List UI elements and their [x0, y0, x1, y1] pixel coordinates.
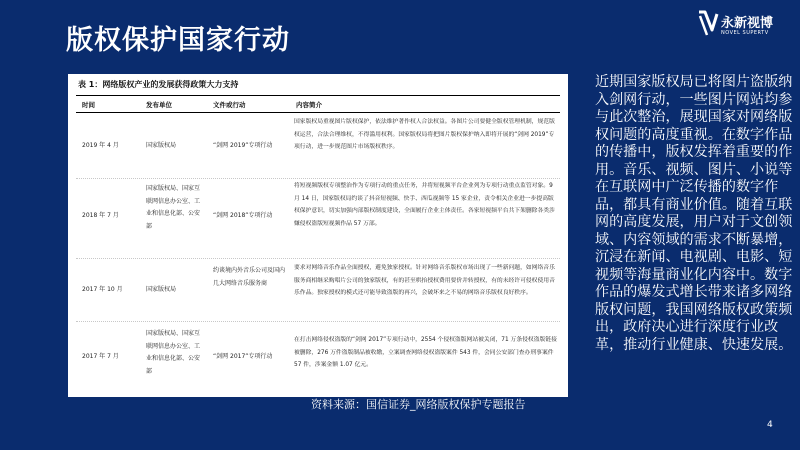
col-header-action: 文件或行动 — [213, 101, 246, 109]
col-header-time: 时间 — [82, 101, 95, 109]
row-action: 约谈境内外音乐公司及国内几大网络音乐服务商 — [213, 267, 286, 287]
table-row — [76, 262, 560, 322]
table-caption: 表 1：网络版权产业的发展获得政策大力支持 — [78, 80, 239, 89]
source-note: 资料来源：国信证券_网络版权保护专题报告 — [311, 398, 526, 411]
row-content: 在打击网络侵权盗版的“剑网 2017”专项行动中，2554 个侵权盗版网站被关闭，71 万条侵权盗版链接被删除，276 万件盗版制品被收缴，立案调查网络侵权盗版案件 543 件，会同公安部门查办刑事案件 57 件，涉案金额 1.07 亿元。 — [294, 337, 557, 368]
table-top-rule — [76, 95, 560, 96]
page-number: 4 — [767, 420, 773, 430]
row-dept: 国家版权局、国家互联网信息办公室、工业和信息化部、公安部 — [146, 185, 201, 230]
row-time: 2019 年 4 月 — [82, 142, 119, 149]
table-row — [76, 326, 560, 396]
row-dept: 国家版权局、国家互联网信息办公室、工业和信息化部、公安部 — [146, 330, 201, 375]
row-separator — [76, 178, 560, 179]
row-content: 要求对网络音乐作品全面授权，避免独家授权。针对网络音乐版权市场出现了一些新问题，如网络音乐服务商相继采购唱片公司的独家版权，有的甚至哄抬授权费用要价并转授权，有的未经许可侵权使用音乐作品。独家授权的模式还可能导致盗版的再兴，会破坏来之不易的网络音乐版权良好秩序。 — [294, 265, 555, 296]
row-time: 2017 年 7 月 — [82, 353, 119, 360]
logo-english-text: NOVEL SUPERTV — [721, 30, 769, 36]
table-header-rule — [76, 112, 560, 113]
row-action: “剑网 2018”专项行动 — [213, 212, 273, 219]
row-dept: 国家版权局 — [146, 286, 177, 293]
col-header-dept: 发布单位 — [146, 101, 172, 109]
table-row — [76, 180, 560, 260]
slide-title: 版权保护国家行动 — [66, 25, 290, 56]
logo-chinese-text: 永新视博 — [721, 16, 774, 31]
logo-mark-icon — [697, 8, 719, 38]
row-action: “剑网 2017”专项行动 — [213, 353, 273, 360]
table-row — [76, 116, 560, 178]
row-time: 2017 年 10 月 — [82, 286, 123, 293]
row-time: 2018 年 7 月 — [82, 212, 119, 219]
row-separator — [76, 321, 560, 322]
row-dept: 国家版权局 — [146, 142, 177, 149]
row-content: 将短视频版权专项整治作为专项行动的重点任务，并将短视频平台企业列为专项行动重点监管对象。9 月 14 日，国家版权局约谈了抖音短视频、快手、西瓜视频等 15 家企业，责令相关企业进一步提高版权保护意识，切实加强内部版权制度建设，全面履行企业主体责任。各家短视频平台共下架删除各类涉嫌侵权盗版短视频作品 57 万部。 — [294, 183, 555, 227]
summary-paragraph: 近期国家版权局已将图片盗版纳入剑网行动，一些图片网站均参与此次整治，展现国家对网络版权问题的高度重视。在数字作品的传播中，版权发挥着重要的作用。音乐、视频、图片、小说等在互联网中广泛传播的数字作品，都具有商业价值。随着互联网的高度发展，用户对于文创领域、内容领域的需求不断暴增，沉浸在新闻、电视剧、电影、短视频等海量商业化内容中。数字作品的爆发式增长带来诸多网络版权问题，我国网络版权政策频出，政府决心进行深度行业改革，推动行业健康、快速发展。 — [595, 74, 793, 353]
company-logo — [697, 8, 787, 48]
row-action: “剑网 2019”专项行动 — [213, 142, 273, 149]
row-content: 国家版权局重视图片版权保护，依法维护著作权人合法权益。各图片公司要健全版权管理机制，规范版权运营，合法合理维权，不得滥用权利。国家版权局将把图片版权保护纳入即将开展的“剑网 2019”专项行动，进一步规范图片市场版权秩序。 — [294, 119, 555, 150]
policy-table — [68, 74, 568, 397]
row-separator — [76, 258, 560, 259]
col-header-content: 内容简介 — [296, 101, 322, 109]
